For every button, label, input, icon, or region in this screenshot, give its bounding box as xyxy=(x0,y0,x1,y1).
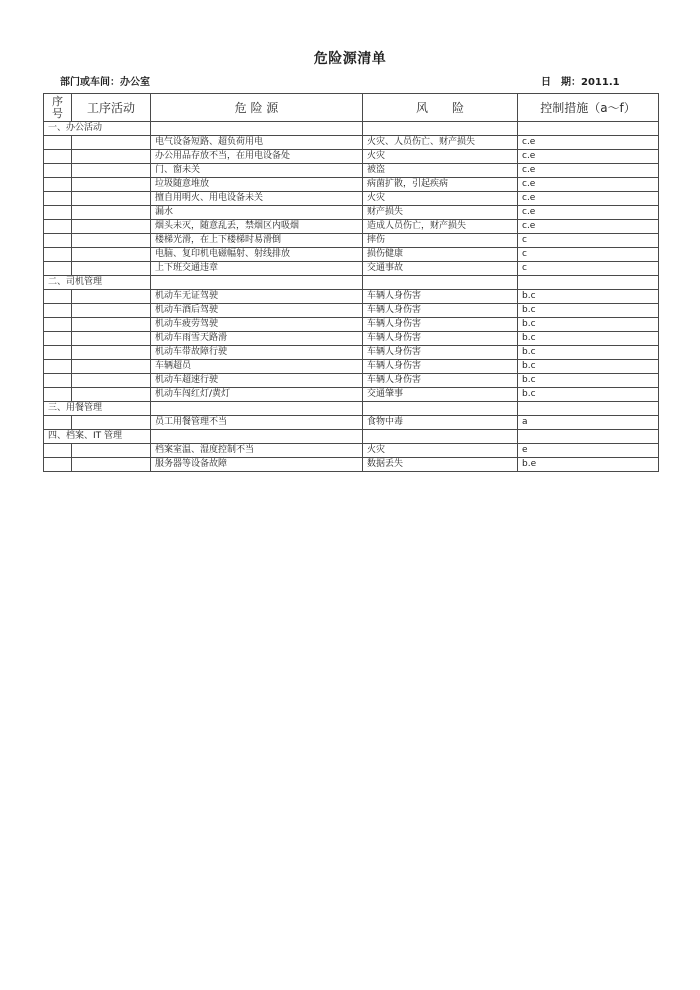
control-cell: c.e xyxy=(518,178,659,192)
control-cell: c.e xyxy=(518,164,659,178)
process-cell xyxy=(72,388,151,402)
hazard-cell: 机动车雨雪天路滑 xyxy=(151,332,363,346)
sequence-cell xyxy=(44,234,72,248)
risk-cell: 损伤健康 xyxy=(363,248,518,262)
header-sequence-label: 序号 xyxy=(52,94,63,120)
section-title: 一、办公活动 xyxy=(44,122,151,136)
risk-cell: 造成人员伤亡，财产损失 xyxy=(363,220,518,234)
section-row xyxy=(44,430,659,444)
sequence-cell xyxy=(44,416,72,430)
sequence-cell xyxy=(44,248,72,262)
process-cell xyxy=(72,220,151,234)
sequence-cell xyxy=(44,346,72,360)
hazard-cell xyxy=(151,430,363,444)
control-cell: c xyxy=(518,234,659,248)
sequence-cell xyxy=(44,220,72,234)
hazard-cell: 上下班交通违章 xyxy=(151,262,363,276)
table-row xyxy=(44,444,659,458)
sequence-cell xyxy=(44,290,72,304)
control-cell: c.e xyxy=(518,150,659,164)
hazard-cell: 门、窗未关 xyxy=(151,164,363,178)
risk-cell: 车辆人身伤害 xyxy=(363,318,518,332)
table-row xyxy=(44,388,659,402)
control-cell: c.e xyxy=(518,206,659,220)
sequence-cell xyxy=(44,360,72,374)
risk-cell: 车辆人身伤害 xyxy=(363,346,518,360)
risk-cell: 火灾 xyxy=(363,444,518,458)
control-cell: b.c xyxy=(518,374,659,388)
process-cell xyxy=(72,374,151,388)
date-label: 日 期：2011.1 xyxy=(541,77,620,88)
risk-cell xyxy=(363,402,518,416)
hazard-cell: 机动车酒后驾驶 xyxy=(151,304,363,318)
sequence-cell xyxy=(44,178,72,192)
hazard-cell: 机动车闯红灯/黄灯 xyxy=(151,388,363,402)
risk-cell xyxy=(363,276,518,290)
risk-cell: 车辆人身伤害 xyxy=(363,374,518,388)
sequence-cell xyxy=(44,164,72,178)
risk-cell: 火灾、人员伤亡、财产损失 xyxy=(363,136,518,150)
process-cell xyxy=(72,458,151,472)
hazard-cell: 服务器等设备故障 xyxy=(151,458,363,472)
risk-cell: 被盗 xyxy=(363,164,518,178)
process-cell xyxy=(72,360,151,374)
hazard-cell: 档案室温、湿度控制不当 xyxy=(151,444,363,458)
control-cell: c xyxy=(518,248,659,262)
header-control: 控制措施（a～f） xyxy=(518,94,659,122)
risk-cell: 车辆人身伤害 xyxy=(363,290,518,304)
risk-cell: 食物中毒 xyxy=(363,416,518,430)
hazard-cell: 楼梯光滑，在上下楼梯时易滑倒 xyxy=(151,234,363,248)
risk-cell: 财产损失 xyxy=(363,206,518,220)
hazard-cell xyxy=(151,276,363,290)
risk-cell: 车辆人身伤害 xyxy=(363,304,518,318)
section-title: 二、司机管理 xyxy=(44,276,151,290)
header-row xyxy=(44,94,659,122)
control-cell: b.c xyxy=(518,332,659,346)
sequence-cell xyxy=(44,136,72,150)
control-cell: b.c xyxy=(518,290,659,304)
hazard-cell: 机动车无证驾驶 xyxy=(151,290,363,304)
risk-cell: 交通肇事 xyxy=(363,388,518,402)
hazard-cell: 机动车超速行驶 xyxy=(151,374,363,388)
process-cell xyxy=(72,248,151,262)
process-cell xyxy=(72,136,151,150)
table-row xyxy=(44,374,659,388)
process-cell xyxy=(72,346,151,360)
risk-cell: 火灾 xyxy=(363,150,518,164)
hazard-cell xyxy=(151,122,363,136)
control-cell: b.c xyxy=(518,318,659,332)
table-row xyxy=(44,192,659,206)
sequence-cell xyxy=(44,192,72,206)
table-row xyxy=(44,136,659,150)
table-row xyxy=(44,458,659,472)
control-cell: c.e xyxy=(518,192,659,206)
sequence-cell xyxy=(44,444,72,458)
risk-cell xyxy=(363,430,518,444)
table-row xyxy=(44,262,659,276)
hazard-cell: 电气设备短路、超负荷用电 xyxy=(151,136,363,150)
header-hazard: 危 险 源 xyxy=(151,94,363,122)
process-cell xyxy=(72,318,151,332)
hazard-cell: 车辆超员 xyxy=(151,360,363,374)
section-row xyxy=(44,122,659,136)
control-cell: b.c xyxy=(518,360,659,374)
hazard-cell: 擅自用明火、用电设备未关 xyxy=(151,192,363,206)
hazard-cell: 办公用品存放不当，在用电设备处 xyxy=(151,150,363,164)
process-cell xyxy=(72,150,151,164)
process-cell xyxy=(72,206,151,220)
table-row xyxy=(44,360,659,374)
sequence-cell xyxy=(44,304,72,318)
table-header xyxy=(44,94,659,122)
control-cell: b.c xyxy=(518,346,659,360)
table-row xyxy=(44,416,659,430)
risk-cell: 火灾 xyxy=(363,192,518,206)
hazard-cell: 机动车疲劳驾驶 xyxy=(151,318,363,332)
department-label: 部门或车间：办公室 xyxy=(60,77,150,88)
risk-cell xyxy=(363,122,518,136)
control-cell: e xyxy=(518,444,659,458)
table-row xyxy=(44,318,659,332)
hazard-cell xyxy=(151,402,363,416)
risk-cell: 病菌扩散，引起疾病 xyxy=(363,178,518,192)
process-cell xyxy=(72,234,151,248)
table-row xyxy=(44,206,659,220)
risk-cell: 车辆人身伤害 xyxy=(363,360,518,374)
process-cell xyxy=(72,444,151,458)
table-body xyxy=(44,122,659,472)
section-row xyxy=(44,276,659,290)
control-cell: a xyxy=(518,416,659,430)
process-cell xyxy=(72,262,151,276)
header-process: 工序活动 xyxy=(72,94,151,122)
table-row xyxy=(44,346,659,360)
hazard-cell: 漏水 xyxy=(151,206,363,220)
table-row xyxy=(44,164,659,178)
process-cell xyxy=(72,290,151,304)
table-row xyxy=(44,234,659,248)
header-sequence xyxy=(44,94,72,122)
table-row xyxy=(44,332,659,346)
sequence-cell xyxy=(44,318,72,332)
control-cell: c.e xyxy=(518,220,659,234)
control-cell: b.c xyxy=(518,304,659,318)
sequence-cell xyxy=(44,262,72,276)
sequence-cell xyxy=(44,206,72,220)
risk-cell: 车辆人身伤害 xyxy=(363,332,518,346)
control-cell xyxy=(518,430,659,444)
section-row xyxy=(44,402,659,416)
control-cell xyxy=(518,402,659,416)
sequence-cell xyxy=(44,388,72,402)
hazard-cell: 电脑、复印机电磁幅射、射线排放 xyxy=(151,248,363,262)
sequence-cell xyxy=(44,374,72,388)
risk-cell: 数据丢失 xyxy=(363,458,518,472)
hazard-cell: 烟头未灭，随意乱丢，禁烟区内吸烟 xyxy=(151,220,363,234)
table-row xyxy=(44,178,659,192)
document-title: 危险源清单 xyxy=(313,51,387,67)
hazard-table xyxy=(43,93,659,472)
sequence-cell xyxy=(44,150,72,164)
control-cell: b.e xyxy=(518,458,659,472)
section-title: 四、档案、IT 管理 xyxy=(44,430,151,444)
process-cell xyxy=(72,178,151,192)
hazard-cell: 员工用餐管理不当 xyxy=(151,416,363,430)
table-row xyxy=(44,304,659,318)
process-cell xyxy=(72,192,151,206)
hazard-cell: 垃圾随意堆放 xyxy=(151,178,363,192)
section-title: 三、用餐管理 xyxy=(44,402,151,416)
control-cell: c.e xyxy=(518,136,659,150)
control-cell xyxy=(518,122,659,136)
process-cell xyxy=(72,332,151,346)
table-row xyxy=(44,248,659,262)
risk-cell: 交通事故 xyxy=(363,262,518,276)
table-row xyxy=(44,220,659,234)
control-cell: c xyxy=(518,262,659,276)
process-cell xyxy=(72,164,151,178)
table-row xyxy=(44,150,659,164)
sequence-cell xyxy=(44,458,72,472)
header-risk: 风 险 xyxy=(363,94,518,122)
process-cell xyxy=(72,304,151,318)
control-cell: b.c xyxy=(518,388,659,402)
process-cell xyxy=(72,416,151,430)
sequence-cell xyxy=(44,332,72,346)
risk-cell: 摔伤 xyxy=(363,234,518,248)
table-row xyxy=(44,290,659,304)
hazard-cell: 机动车带故障行驶 xyxy=(151,346,363,360)
control-cell xyxy=(518,276,659,290)
